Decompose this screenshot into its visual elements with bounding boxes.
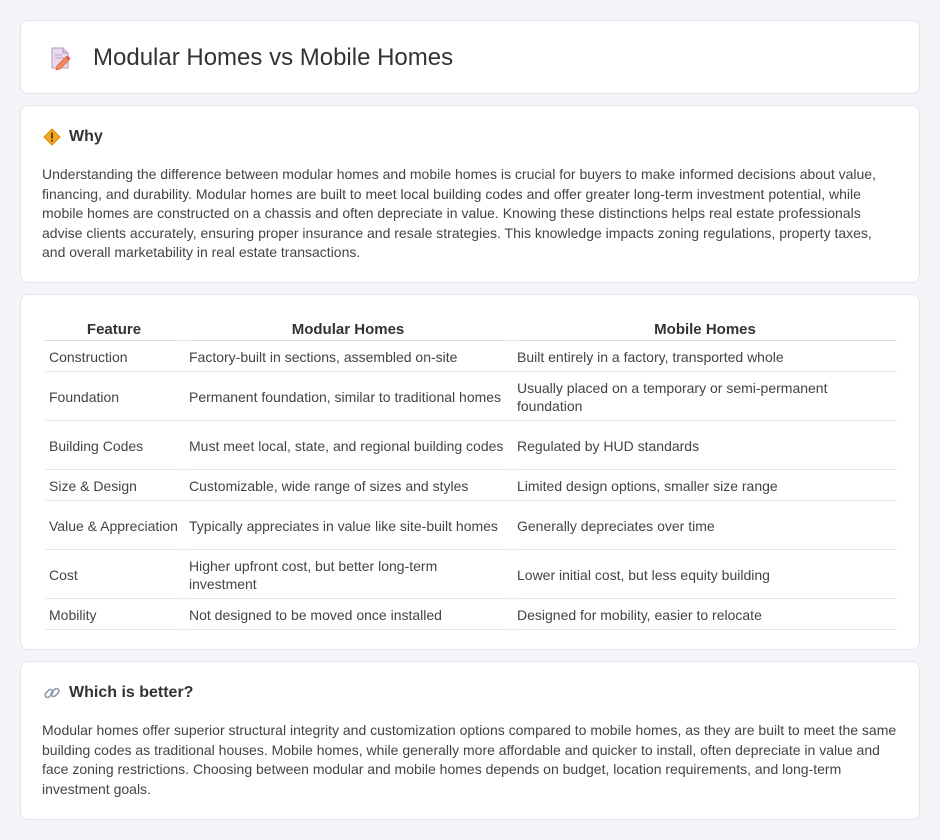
table-cell: Value & Appreciation [45, 503, 183, 550]
table-cell: Must meet local, state, and regional building codes [185, 423, 511, 470]
table-cell: Usually placed on a temporary or semi-permanent foundation [513, 374, 897, 421]
header-modular: Modular Homes [185, 319, 511, 341]
better-title: Which is better? [69, 684, 194, 701]
table-cell: Permanent foundation, similar to traditional homes [185, 374, 511, 421]
table-cell: Not designed to be moved once installed [185, 601, 511, 630]
table-cell: Cost [45, 552, 183, 599]
table-row [45, 472, 897, 501]
table-cell: Lower initial cost, but less equity building [513, 552, 897, 599]
table-header-row [45, 319, 897, 341]
better-heading [43, 684, 193, 702]
table-cell: Size & Design [45, 472, 183, 501]
table-cell: Mobility [45, 601, 183, 630]
page-title: Modular Homes vs Mobile Homes [93, 44, 454, 71]
table-row [45, 552, 897, 599]
table-row [45, 503, 897, 550]
header-mobile: Mobile Homes [513, 319, 897, 341]
table-row [45, 423, 897, 470]
table-cell: Typically appreciates in value like site-built homes [185, 503, 511, 550]
why-text: Understanding the difference between modular homes and mobile homes is crucial for buyers to make informed decisions about value, financing, and durability. Modular homes are built to meet local building codes and offer greater long-term investment potential, while mobile homes are constructed on a chassis and often depreciate in value. Knowing these distinctions helps real estate professionals advise clients accurately, ensuring proper insurance and resale strategies. This knowledge impacts zoning regulations, property taxes, and overall marketability in real estate transactions. [42, 166, 876, 261]
table-row [45, 374, 897, 421]
table-cell: Foundation [45, 374, 183, 421]
table-cell: Designed for mobility, easier to relocate [513, 601, 897, 630]
link-icon [43, 684, 61, 702]
table-cell: Factory-built in sections, assembled on-site [185, 343, 511, 372]
why-heading [43, 128, 103, 146]
table-cell: Regulated by HUD standards [513, 423, 897, 470]
table-row [45, 601, 897, 630]
document-pencil-icon [47, 45, 73, 71]
which-better-section [20, 661, 920, 820]
why-title: Why [69, 128, 103, 145]
comparison-card [20, 294, 920, 650]
header-card [20, 20, 920, 94]
warning-diamond-icon [43, 128, 61, 146]
table-row [45, 343, 897, 372]
comparison-table [43, 317, 899, 632]
why-section [20, 105, 920, 283]
table-cell: Higher upfront cost, but better long-term investment [185, 552, 511, 599]
table-cell: Built entirely in a factory, transported whole [513, 343, 897, 372]
better-text: Modular homes offer superior structural integrity and customization options compared to mobile homes, as they are built to meet the same building codes as traditional houses. Mobile homes, while generally more affordable and quicker to install, often depreciate in value and face zoning restrictions. Choosing between modular and mobile homes depends on budget, location requirements, and long-term investment goals. [42, 722, 897, 797]
table-cell: Generally depreciates over time [513, 503, 897, 550]
table-cell: Construction [45, 343, 183, 372]
header-feature: Feature [45, 319, 183, 341]
table-cell: Building Codes [45, 423, 183, 470]
table-cell: Limited design options, smaller size range [513, 472, 897, 501]
table-cell: Customizable, wide range of sizes and styles [185, 472, 511, 501]
